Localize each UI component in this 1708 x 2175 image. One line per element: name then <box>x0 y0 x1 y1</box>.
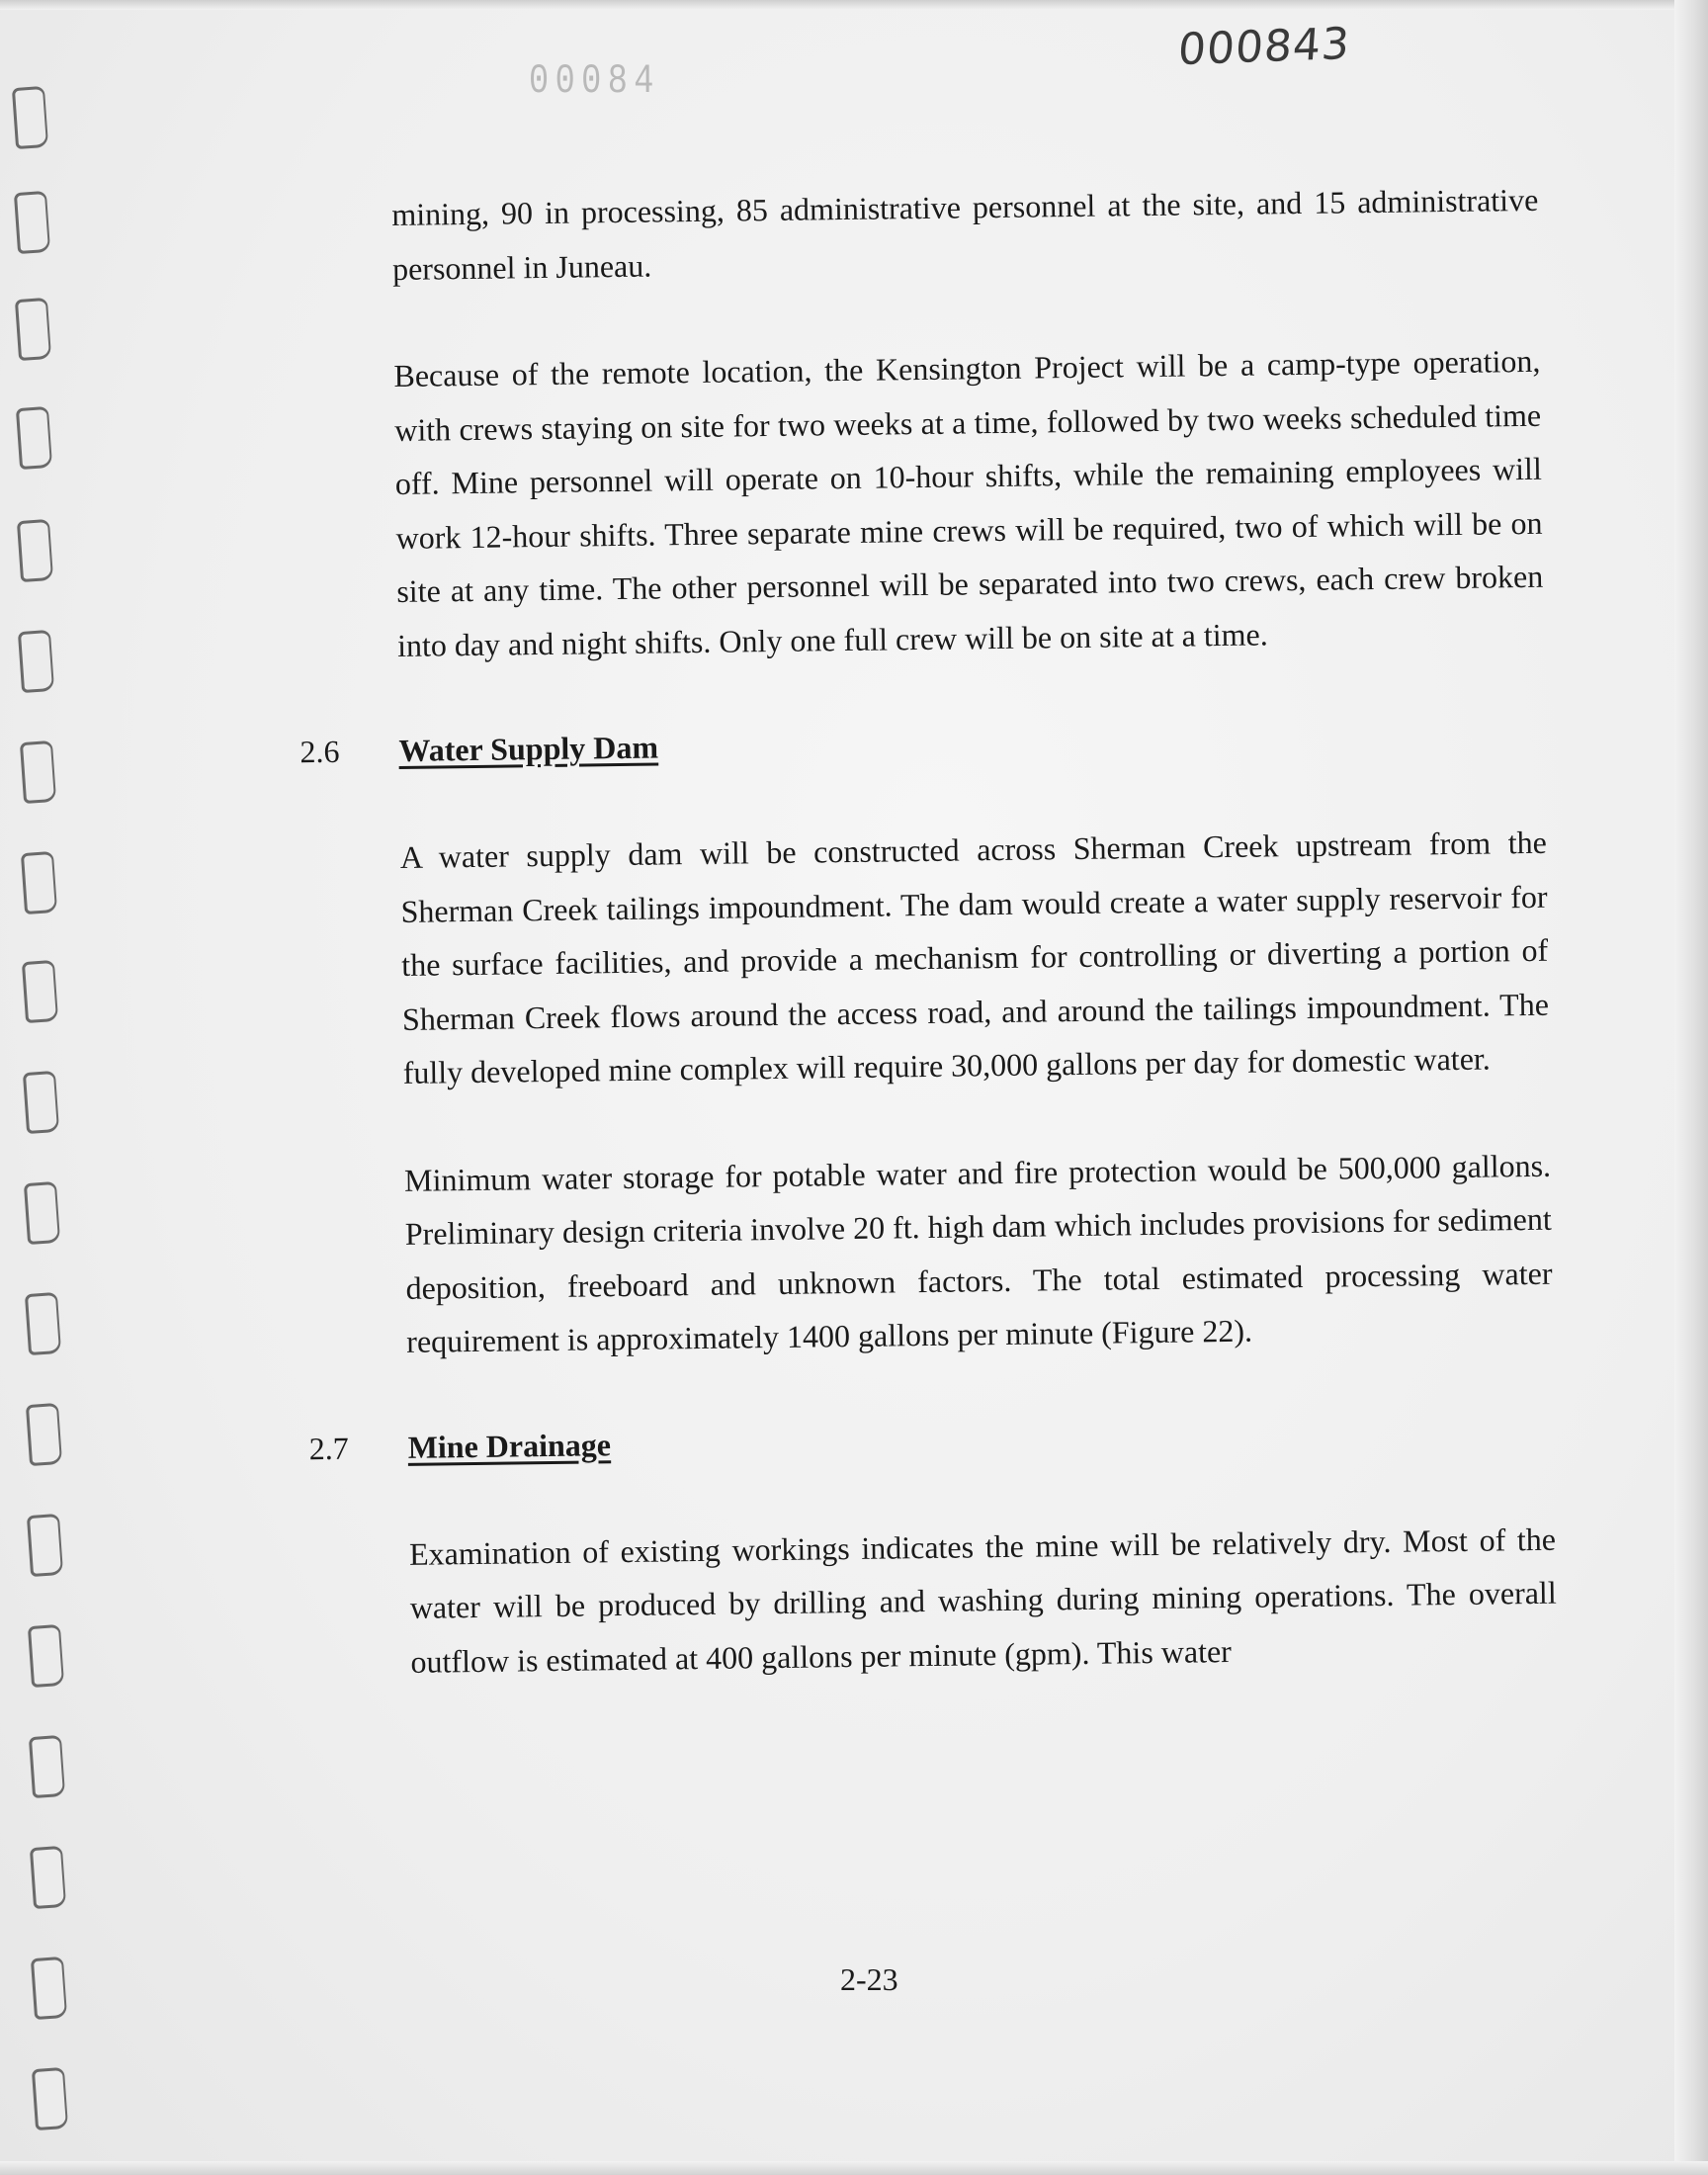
section-number: 2.6 <box>299 733 340 770</box>
binder-hole <box>15 298 51 361</box>
document-body <box>299 173 1558 1689</box>
binder-hole <box>31 1957 67 2020</box>
section-number: 2.7 <box>308 1430 349 1466</box>
binder-hole <box>30 1846 66 1909</box>
body-paragraph: mining, 90 in processing, 85 administrative personnel at the site, and 15 administrative personnel in Juneau. <box>391 181 1539 287</box>
body-paragraph: Examination of existing workings indicates the mine will be relatively dry. Most of the water will be produced by drilling and washing during mining operations. The overall outflow is estimated at 400 gallons per minute (gpm). This water <box>408 1521 1557 1680</box>
page-bottom-edge <box>0 2161 1708 2175</box>
binder-hole <box>26 1403 62 1466</box>
binder-hole <box>17 519 53 582</box>
body-paragraph: Minimum water storage for potable water and fire protection would be 500,000 gallons. Preliminary design criteria involve 20 ft. high dam which includes provisions for sediment deposition, freeboard and unknown factors. The total estimated processing water requirement is approximately 1400 gallons per minute (Figure 22). <box>403 1147 1553 1359</box>
binder-holes <box>0 0 79 2175</box>
binder-hole <box>27 1514 63 1577</box>
section-title: Water Supply Dam <box>398 729 659 768</box>
body-paragraph: Because of the remote location, the Kensington Project will be a camp-type operation, with crews staying on site for two weeks at a time, followed by two weeks scheduled time off. Mine personnel will operate on 10-hour shifts, while the remaining employees will work 12-hour shifts. Three separate mine crews will be required, two of which will be on site at any time. The other personnel will be separated into two crews, each crew broken into day and night shifts. Only one full crew will be on site at a time. <box>393 342 1544 663</box>
binder-hole <box>12 86 48 149</box>
binder-hole <box>23 1071 59 1134</box>
section-title: Mine Drainage <box>407 1426 612 1465</box>
body-paragraph: A water supply dam will be constructed across Sherman Creek upstream from the Sherman Creek tailings impoundment. The dam would create a water supply reservoir for the surface facilities, and provide a mechanism for controlling or diverting a portion of Sherman Creek flows around the access road, and around the tailings impoundment. The fully developed mine complex will require 30,000 gallons per day for domestic water. <box>399 824 1550 1090</box>
binder-hole <box>21 851 57 914</box>
binder-hole <box>18 630 54 693</box>
page-right-edge <box>1674 0 1708 2175</box>
binder-hole <box>22 960 58 1023</box>
page-number: 2-23 <box>840 1961 898 1997</box>
binder-hole <box>28 1624 64 1688</box>
binder-hole <box>24 1181 60 1245</box>
binder-hole <box>16 406 52 470</box>
page-top-edge <box>0 0 1708 10</box>
binder-hole <box>32 2067 68 2131</box>
binder-hole <box>14 191 50 254</box>
faded-stamp-number: 00084 <box>529 57 660 105</box>
binder-hole <box>29 1735 65 1798</box>
binder-hole <box>25 1292 61 1355</box>
handwritten-page-number: 000843 <box>1176 18 1352 76</box>
binder-hole <box>20 740 56 804</box>
